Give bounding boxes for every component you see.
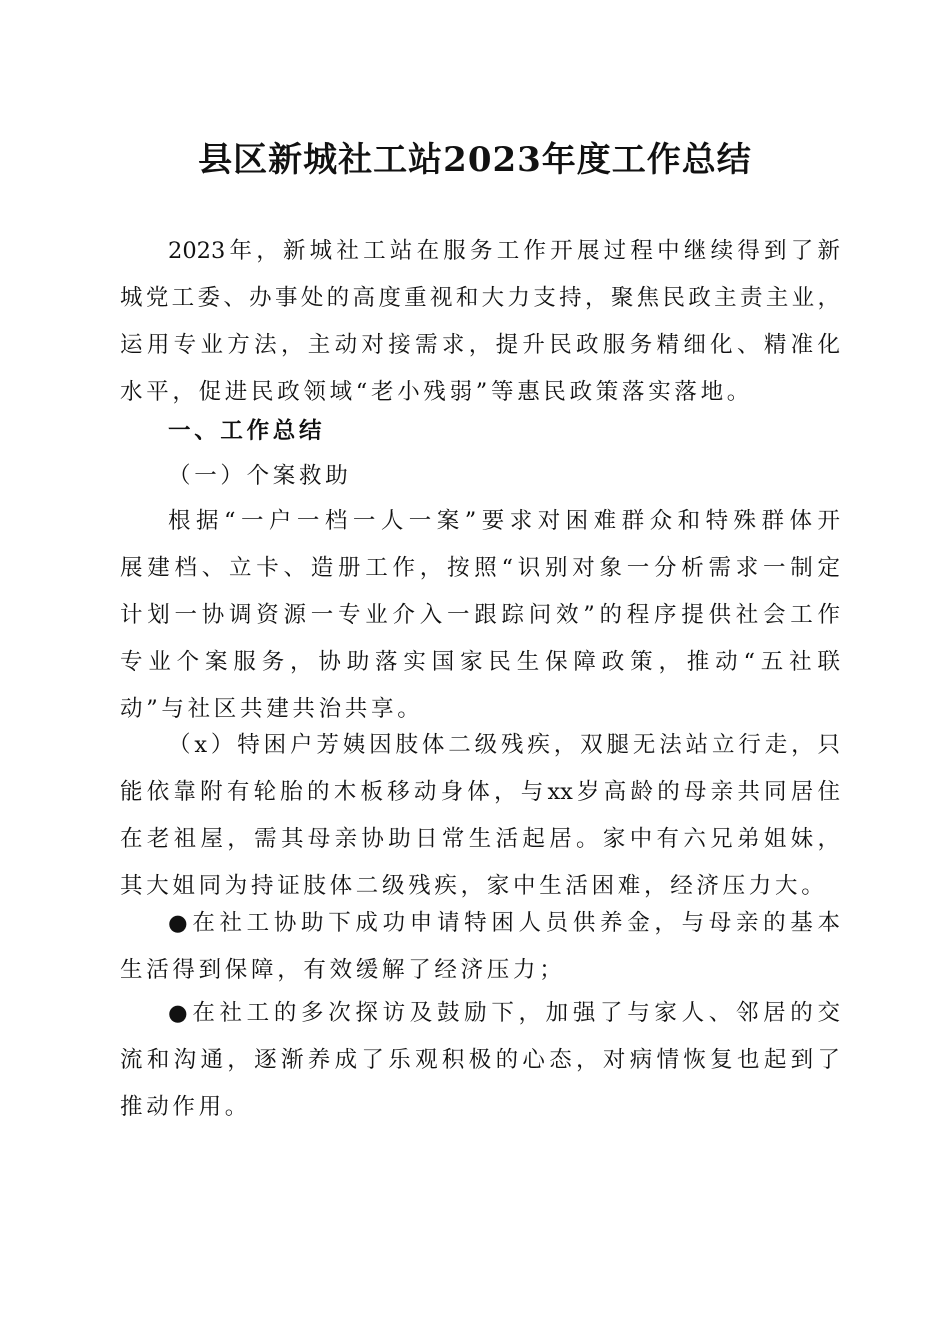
- bullet-item-1: [120, 900, 840, 994]
- text-line: 运用专业方法，主动对接需求，提升民政服务精细化、精准化: [120, 332, 840, 358]
- text-line: 2023年，新城社工站在服务工作开展过程中继续得到了新: [168, 238, 840, 264]
- bullet-item-2: [120, 990, 840, 1131]
- text-line: 其大姐同为持证肢体二级残疾，家中生活困难，经济压力大。: [120, 873, 828, 899]
- section-heading-block: [120, 408, 840, 455]
- text-line: 流和沟通，逐渐养成了乐观积极的心态，对病情恢复也起到了: [120, 1047, 840, 1073]
- text-line: 根据“一户一档一人一案”要求对困难群众和特殊群体开: [168, 508, 840, 534]
- text-line: 城党工委、办事处的高度重视和大力支持，聚焦民政主责主业，: [120, 285, 840, 311]
- text-line: 在老祖屋，需其母亲协助日常生活起居。家中有六兄弟姐妹，: [120, 826, 840, 852]
- subsection-heading: （一）个案救助: [168, 463, 352, 489]
- text-line: 计划一协调资源一专业介入一跟踪问效”的程序提供社会工作: [120, 602, 840, 628]
- text-line: 水平，促进民政领域“老小残弱”等惠民政策落实落地。: [120, 379, 754, 405]
- section-heading: 一、工作总结: [168, 418, 326, 444]
- text-line: ●在社工协助下成功申请特困人员供养金，与母亲的基本: [168, 910, 840, 936]
- document-title: 县区新城社工站2023年度工作总结: [198, 140, 752, 180]
- intro-paragraph: [120, 228, 840, 416]
- text-line: 生活得到保障，有效缓解了经济压力；: [120, 957, 566, 983]
- case-description-paragraph: [120, 722, 840, 910]
- text-line: （x）特困户芳姨因肢体二级残疾，双腿无法站立行走，只: [168, 732, 840, 758]
- text-line: ●在社工的多次探访及鼓励下，加强了与家人、邻居的交: [168, 1000, 840, 1026]
- text-line: 专业个案服务，协助落实国家民生保障政策，推动“五社联: [120, 649, 840, 675]
- text-line: 展建档、立卡、造册工作，按照“识别对象一分析需求一制定: [120, 555, 840, 581]
- text-line: 能依靠附有轮胎的木板移动身体，与xx岁高龄的母亲共同居住: [120, 779, 840, 805]
- text-line: 推动作用。: [120, 1094, 252, 1120]
- text-line: 动”与社区共建共治共享。: [120, 696, 424, 722]
- subsection-heading-block: [120, 453, 840, 500]
- casework-paragraph: [120, 498, 840, 733]
